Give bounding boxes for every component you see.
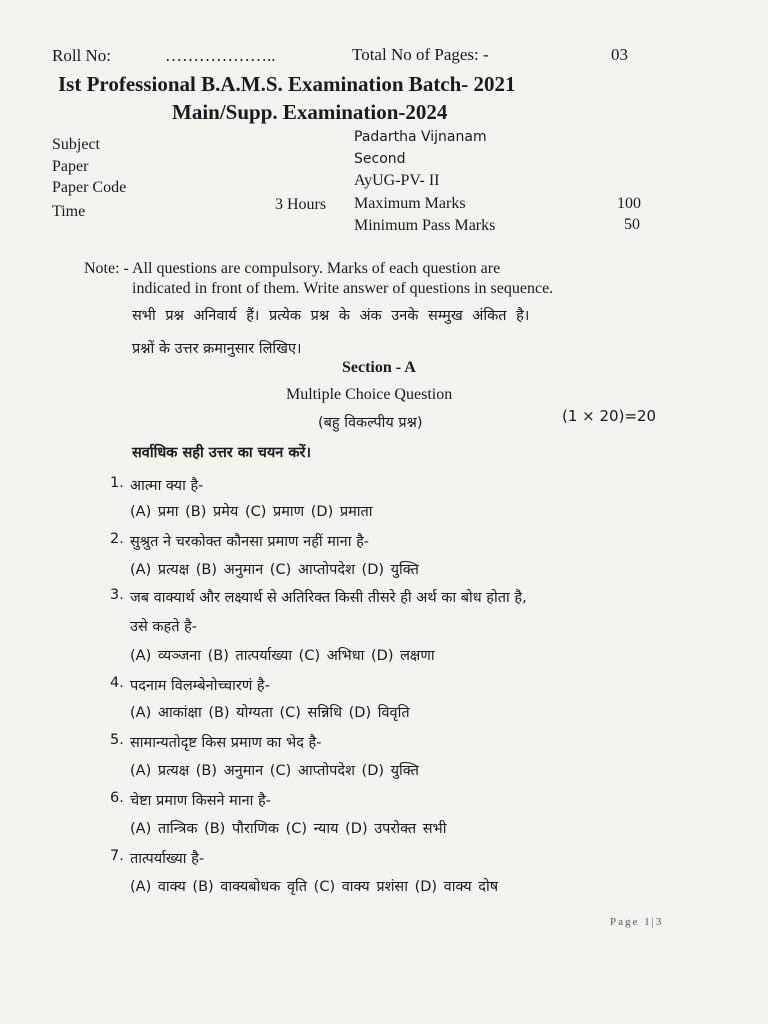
question-number: 7.	[110, 848, 124, 864]
question-options: (A) आकांक्षा (B) योग्यता (C) सन्निधि (D) विवृति	[130, 705, 410, 721]
minimum-pass-marks-label: Minimum Pass Marks	[354, 217, 496, 234]
question-options: (A) प्रत्यक्ष (B) अनुमान (C) आप्तोपदेश (D) युक्ति	[130, 763, 419, 779]
question-number: 3.	[110, 587, 124, 603]
question-number: 2.	[110, 531, 124, 547]
paper-code-label: Paper Code	[52, 179, 127, 196]
question-options: (A) तान्त्रिक (B) पौराणिक (C) न्याय (D) उपरोक्त सभी	[130, 821, 447, 837]
total-pages-label: Total No of Pages: -	[352, 45, 489, 64]
section-subtitle-hindi: (बहु विकल्पीय प्रश्न)	[318, 415, 423, 431]
note-hindi-line-1: सभी प्रश्न अनिवार्य हैं। प्रत्येक प्रश्न के अंक उनके सम्मुख अंकित है।	[132, 308, 530, 324]
maximum-marks-label: Maximum Marks	[354, 195, 466, 212]
section-title: Section - A	[342, 359, 416, 376]
note-line-2: indicated in front of them. Write answer of questions in sequence.	[132, 280, 554, 297]
note-hindi-line-2: प्रश्नों के उत्तर क्रमानुसार लिखिए।	[132, 341, 302, 357]
section-subtitle: Multiple Choice Question	[286, 386, 453, 403]
minimum-pass-marks-value: 50	[624, 216, 640, 233]
maximum-marks-value: 100	[617, 195, 641, 212]
paper-code-value: AyUG-PV- II	[354, 172, 440, 189]
question-text: सामान्यतोदृष्ट किस प्रमाण का भेद है-	[130, 735, 322, 751]
roll-number-blank: ………………..	[165, 46, 276, 65]
note-line-1: Note: - All questions are compulsory. Marks of each question are	[84, 260, 501, 277]
question-number: 1.	[110, 475, 124, 491]
question-text: पदनाम विलम्बेनोच्चारणं है-	[130, 678, 270, 694]
time-value: 3 Hours	[275, 196, 327, 213]
question-options: (A) व्यञ्जना (B) तात्पर्याख्या (C) अभिधा (D) लक्षणा	[130, 648, 435, 664]
question-options: (A) प्रमा (B) प्रमेय (C) प्रमाण (D) प्रमाता	[130, 504, 373, 520]
roll-number-label: Roll No:	[52, 46, 112, 65]
question-number: 4.	[110, 675, 124, 691]
subject-value: Padartha Vijnanam	[354, 129, 487, 145]
question-options: (A) प्रत्यक्ष (B) अनुमान (C) आप्तोपदेश (D) युक्ति	[130, 562, 419, 578]
time-label: Time	[52, 203, 86, 220]
paper-value: Second	[354, 151, 406, 167]
section-instruction: सर्वाधिक सही उत्तर का चयन करें।	[132, 445, 311, 461]
question-number: 5.	[110, 732, 124, 748]
question-text: आत्मा क्या है-	[130, 478, 204, 494]
question-text-continued: उसे कहते है-	[130, 619, 197, 635]
exam-title: Ist Professional B.A.M.S. Examination Batch- 2021	[58, 72, 516, 96]
exam-subtitle: Main/Supp. Examination-2024	[172, 100, 448, 124]
question-text: चेष्टा प्रमाण किसने माना है-	[130, 793, 271, 809]
question-options: (A) वाक्य (B) वाक्यबोधक वृति (C) वाक्य प्रशंसा (D) वाक्य दोष	[130, 879, 499, 895]
total-pages-value: 03	[611, 45, 628, 64]
subject-label: Subject	[52, 136, 100, 153]
question-text: जब वाक्यार्थ और लक्ष्यार्थ से अतिरिक्त किसी तीसरे ही अर्थ का बोध होता है,	[130, 590, 527, 606]
question-text: सुश्रुत ने चरकोक्त कौनसा प्रमाण नहीं माना है-	[130, 534, 370, 550]
question-number: 6.	[110, 790, 124, 806]
paper-label: Paper	[52, 158, 89, 175]
section-marks: (1 × 20)=20	[562, 407, 657, 425]
question-text: तात्पर्याख्या है-	[130, 851, 205, 867]
page-number: Page 1|3	[610, 916, 664, 928]
